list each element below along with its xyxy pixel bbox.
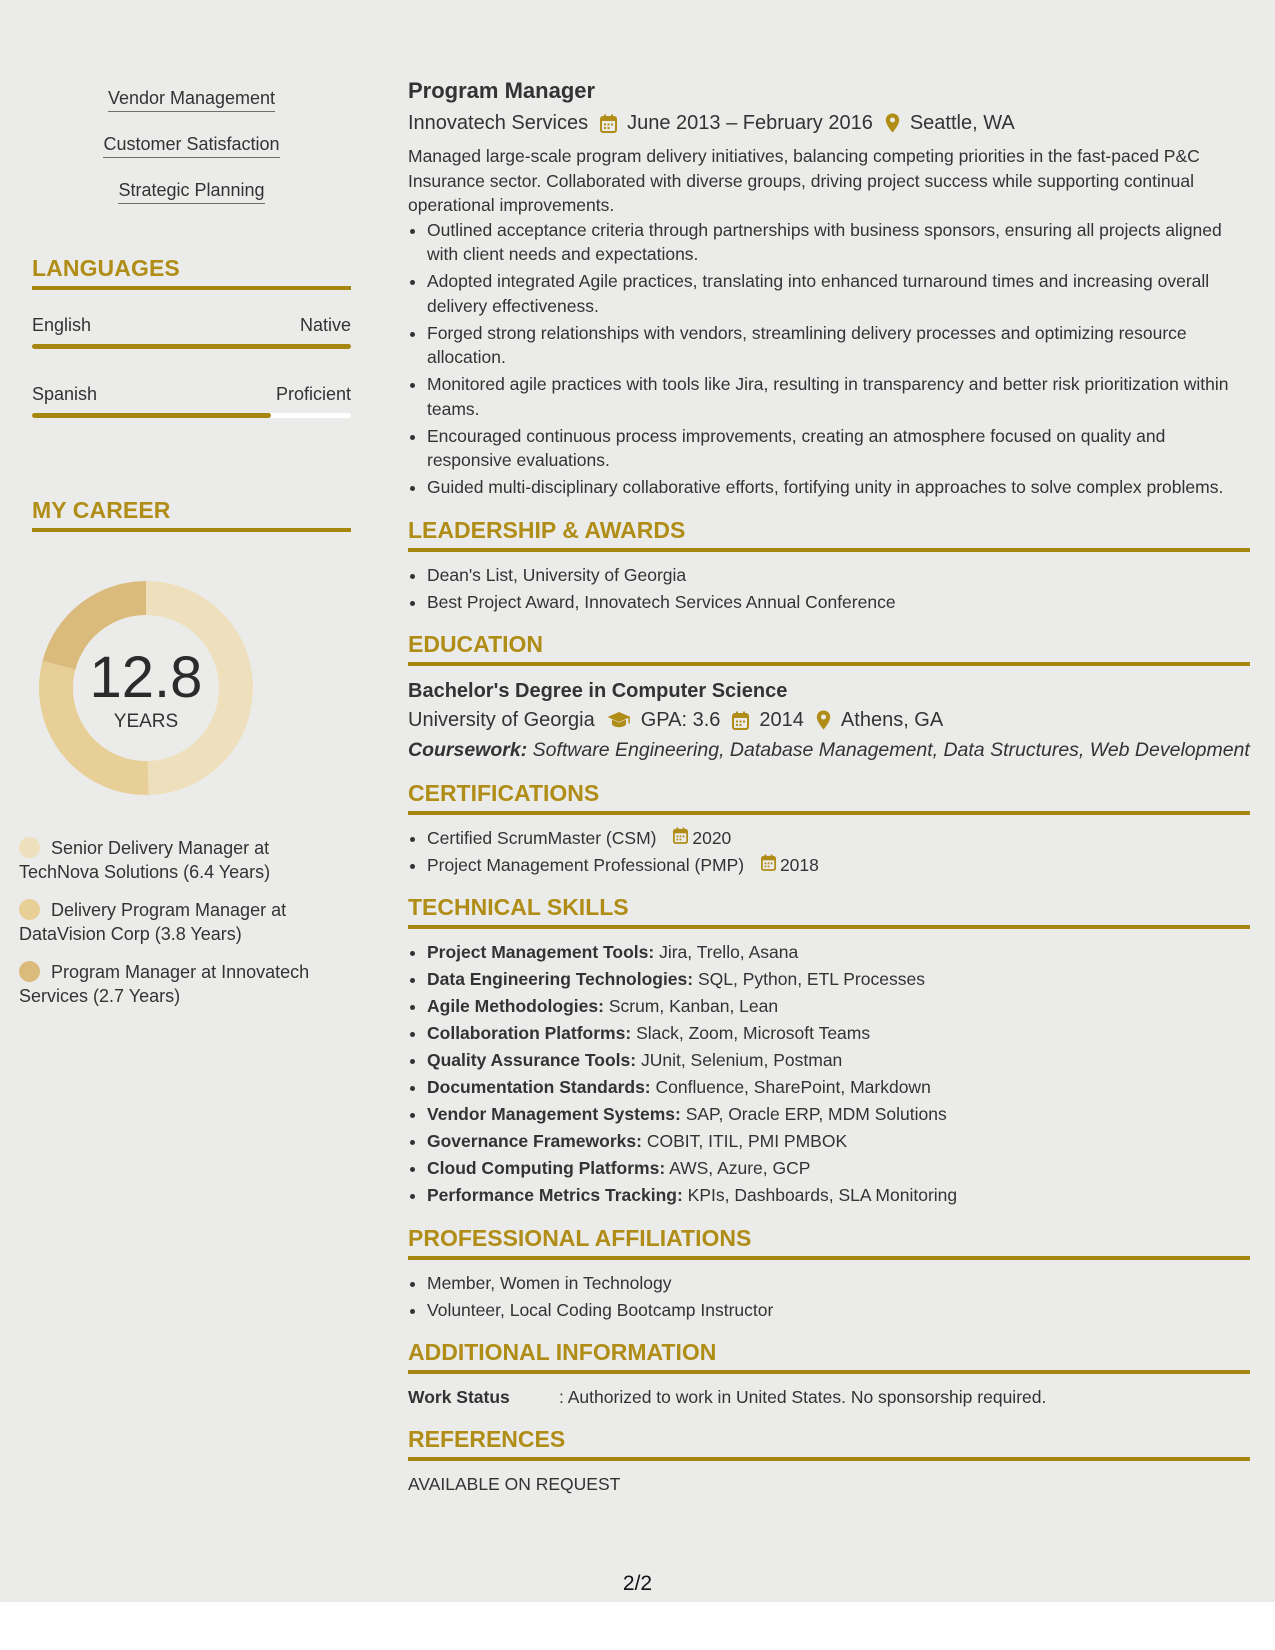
career-legend-item (19, 836, 319, 884)
job-bullet: • Encouraged continuous process improvements, creating an atmosphere focused on quality and responsive evaluations. (427, 424, 1250, 473)
coursework (408, 738, 1250, 763)
job-title: Program Manager (408, 78, 596, 103)
awards-heading: LEADERSHIP & AWARDS (408, 516, 1250, 552)
work-status-row (408, 1385, 1250, 1409)
skill-values: Confluence, SharePoint, Markdown (655, 1077, 931, 1097)
experience-entry (408, 76, 1250, 500)
coursework-label: Coursework: (408, 739, 528, 761)
technical-skill-item (427, 1048, 1250, 1073)
certifications-heading: CERTIFICATIONS (408, 779, 1250, 815)
affiliations-heading: PROFESSIONAL AFFILIATIONS (408, 1224, 1250, 1260)
skill-category: Quality Assurance Tools: (427, 1050, 637, 1070)
calendar-icon (732, 711, 749, 730)
job-bullet: • Adopted integrated Agile practices, translating into enhanced turnaround times and increasing overall delivery effectiveness. (427, 269, 1250, 318)
language-item (32, 382, 351, 418)
skill-category: Documentation Standards: (427, 1077, 651, 1097)
affiliation-item: • Member, Women in Technology (427, 1271, 1250, 1296)
skill-values: AWS, Azure, GCP (669, 1158, 811, 1178)
job-dates: June 2013 – February 2016 (627, 112, 873, 134)
language-name: Spanish (32, 384, 98, 404)
skill-values: JUnit, Selenium, Postman (640, 1050, 843, 1070)
technical-skill-item (427, 1075, 1250, 1100)
references-text: AVAILABLE ON REQUEST (408, 1474, 621, 1494)
skill-category: Data Engineering Technologies: (427, 969, 694, 989)
job-bullet: • Guided multi-disciplinary collaborative efforts, fortifying unity in approaches to solve complex problems. (427, 475, 1250, 500)
language-level: Native (299, 315, 351, 335)
graduation-cap-icon (607, 711, 631, 729)
career-legend-label: Program Manager at Innovatech Services (2.7 Years) (19, 962, 310, 1006)
work-status-value: : Authorized to work in United States. No sponsorship required. (559, 1387, 1047, 1407)
skill-category: Vendor Management Systems: (427, 1104, 681, 1124)
certification-year: 2020 (692, 827, 732, 848)
calendar-icon (761, 853, 780, 878)
skill-category: Governance Frameworks: (427, 1131, 642, 1151)
career-total (34, 576, 258, 800)
location-pin-icon (885, 113, 900, 133)
career-heading: MY CAREER (32, 497, 351, 532)
job-bullets (408, 218, 1250, 500)
career-legend-item (19, 898, 319, 946)
skill-values: KPIs, Dashboards, SLA Monitoring (687, 1185, 958, 1205)
certification-year: 2018 (779, 854, 819, 875)
language-item (32, 313, 351, 349)
skill-values: Scrum, Kanban, Lean (608, 996, 779, 1016)
technical-skills-list (408, 940, 1250, 1208)
legend-dot (19, 961, 40, 982)
job-bullet: • Outlined acceptance criteria through partnerships with business sponsors, ensuring all projects aligned with client needs and expectations. (427, 218, 1250, 267)
skill-category: Performance Metrics Tracking: (427, 1185, 683, 1205)
references-heading: REFERENCES (408, 1425, 1250, 1461)
certification-name: Project Management Professional (PMP) (427, 854, 745, 875)
certification-name: Certified ScrumMaster (CSM) (427, 827, 657, 848)
technical-skill-item (427, 1183, 1250, 1208)
career-legend (19, 836, 319, 1022)
school-name: University of Georgia (408, 709, 595, 731)
language-name: English (32, 315, 92, 335)
languages-heading: LANGUAGES (32, 255, 351, 290)
job-bullet: • Monitored agile practices with tools like Jira, resulting in transparency and better risk prioritization within teams. (427, 372, 1250, 421)
education-entry (408, 677, 1250, 763)
skill-values: SQL, Python, ETL Processes (697, 969, 925, 989)
location-pin-icon (816, 710, 831, 730)
career-legend-label: Delivery Program Manager at DataVision Corp (3.8 Years) (19, 900, 287, 944)
certifications-list (408, 826, 1250, 878)
legend-dot (19, 837, 40, 858)
award-item: • Dean's List, University of Georgia (427, 563, 1250, 588)
award-item: • Best Project Award, Innovatech Services Annual Conference (427, 590, 1250, 615)
technical-skill-item (427, 940, 1250, 965)
education-heading: EDUCATION (408, 630, 1250, 666)
language-bar-fill (32, 413, 271, 418)
degree-title: Bachelor's Degree in Computer Science (408, 680, 788, 702)
calendar-icon (673, 826, 692, 851)
skill-tags (32, 86, 351, 224)
job-summary: Managed large-scale program delivery initiatives, balancing competing priorities in the fast-paced P&C Insurance sector. Collaborated with diverse groups, driving project success while supporting continual operational improvements. (408, 146, 1200, 215)
certification-item (427, 853, 1250, 878)
work-status-label: Work Status (408, 1387, 510, 1407)
language-bar-fill (32, 344, 351, 349)
technical-skill-item (427, 1021, 1250, 1046)
skill-values: Slack, Zoom, Microsoft Teams (636, 1023, 871, 1043)
language-bar (32, 344, 351, 349)
technical-skill-item (427, 994, 1250, 1019)
skill-tag: Customer Satisfaction (103, 132, 279, 158)
skill-category: Cloud Computing Platforms: (427, 1158, 666, 1178)
legend-dot (19, 899, 40, 920)
skill-tag: Vendor Management (108, 86, 275, 112)
skill-values: SAP, Oracle ERP, MDM Solutions (685, 1104, 947, 1124)
skill-values: COBIT, ITIL, PMI PMBOK (646, 1131, 848, 1151)
skill-category: Project Management Tools: (427, 942, 655, 962)
technical-skill-item (427, 1102, 1250, 1127)
affiliations-list (408, 1271, 1250, 1323)
skill-tag: Strategic Planning (118, 178, 264, 204)
additional-info-heading: ADDITIONAL INFORMATION (408, 1338, 1250, 1374)
language-bar (32, 413, 351, 418)
skill-category: Collaboration Platforms: (427, 1023, 632, 1043)
skill-values: Jira, Trello, Asana (659, 942, 799, 962)
job-location: Seattle, WA (909, 112, 1015, 134)
career-legend-item (19, 960, 319, 1008)
technical-skills-heading: TECHNICAL SKILLS (408, 893, 1250, 929)
certification-item (427, 826, 1250, 851)
calendar-icon (600, 114, 617, 133)
page-number: 2/2 (622, 1572, 653, 1595)
job-meta (408, 108, 1250, 138)
school-location: Athens, GA (840, 709, 944, 731)
skill-category: Agile Methodologies: (427, 996, 604, 1016)
technical-skill-item (427, 1129, 1250, 1154)
career-total-value: 12.8 (89, 645, 203, 710)
main-content (408, 76, 1250, 1496)
graduation-year: 2014 (759, 709, 804, 731)
awards-list (408, 563, 1250, 615)
job-bullet: • Forged strong relationships with vendors, streamlining delivery processes and optimizing resource allocation. (427, 321, 1250, 370)
coursework-list: Software Engineering, Database Management, Data Structures, Web Development (532, 739, 1250, 761)
company-name: Innovatech Services (408, 112, 589, 134)
technical-skill-item (427, 967, 1250, 992)
technical-skill-item (427, 1156, 1250, 1181)
education-meta (408, 705, 1250, 735)
career-legend-label: Senior Delivery Manager at TechNova Solutions (6.4 Years) (19, 838, 271, 882)
affiliation-item: • Volunteer, Local Coding Bootcamp Instructor (427, 1298, 1250, 1323)
gpa: GPA: 3.6 (640, 709, 721, 731)
language-level: Proficient (275, 384, 351, 404)
career-total-unit: YEARS (113, 711, 179, 732)
